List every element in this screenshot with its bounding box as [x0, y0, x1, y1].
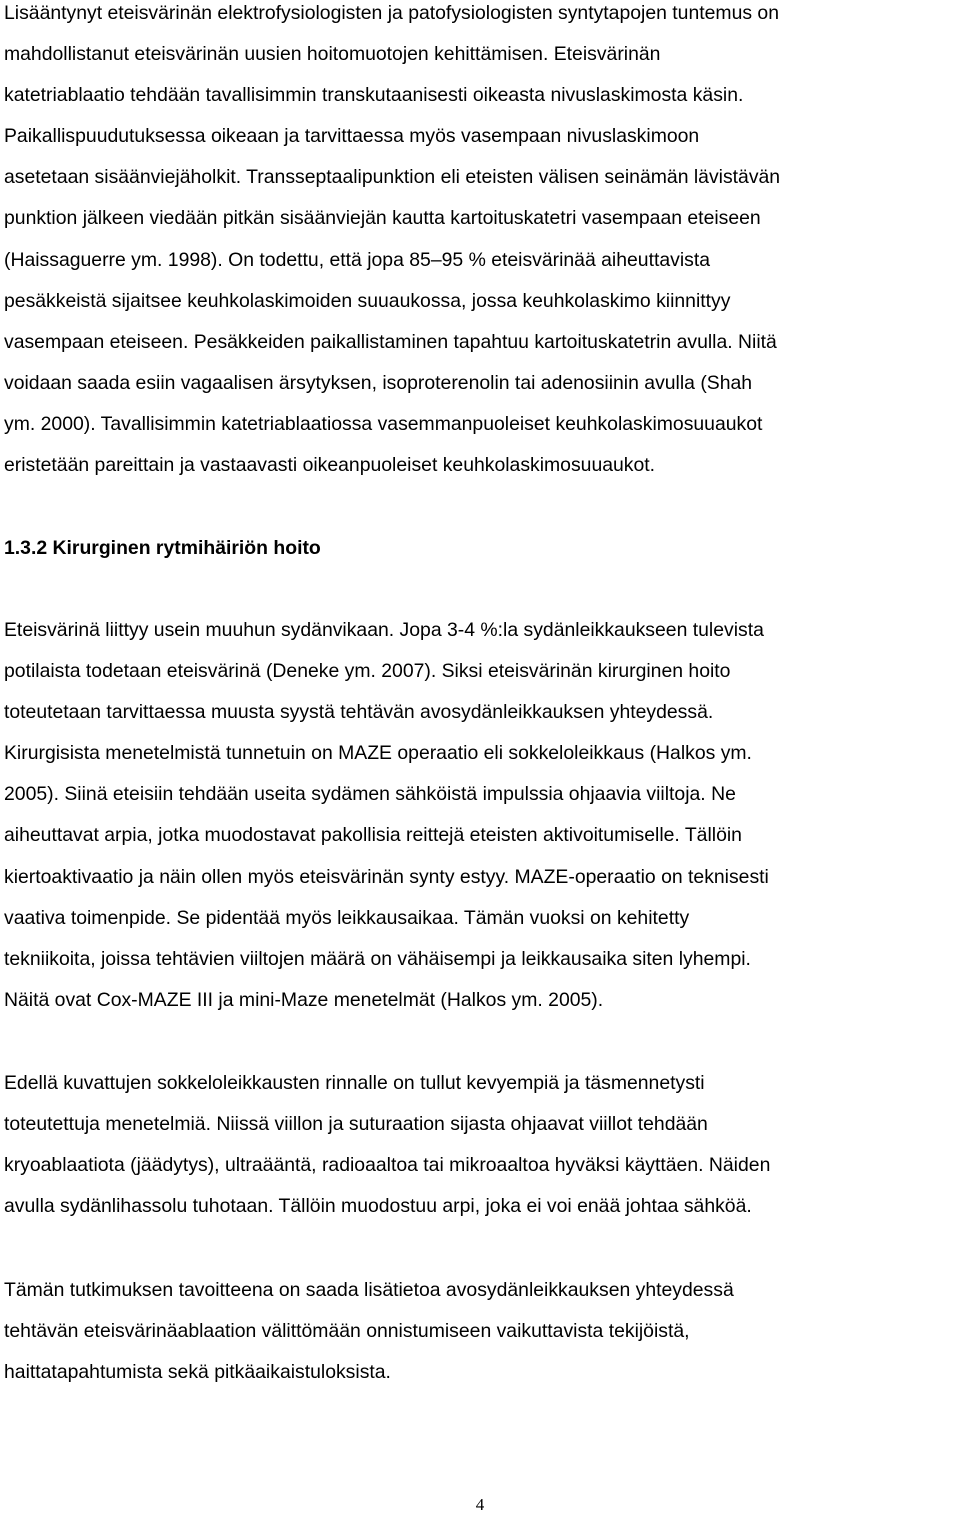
section-heading: 1.3.2 Kirurginen rytmihäiriön hoito [4, 537, 321, 559]
paragraph-lighter-methods [4, 1063, 958, 1227]
text-line: pesäkkeistä sijaitsee keuhkolaskimoiden suuaukossa, jossa keuhkolaskimo kiinnittyy [4, 289, 731, 312]
text-line: aiheuttavat arpia, jotka muodostavat pakollisia reittejä eteisten aktivoitumiselle. Tällöin [4, 824, 742, 847]
text-line: tehtävän eteisvärinäablaation välittömään onnistumiseen vaikuttavista tekijöistä, [4, 1320, 690, 1343]
text-line: voidaan saada esiin vagaalisen ärsytyksen, isoproterenolin tai adenosiinin avulla (Shah [4, 371, 753, 394]
text-line: kiertoaktivaatio ja näin ollen myös eteisvärinän synty estyy. MAZE-operaatio on teknisesti [4, 865, 769, 888]
text-line: Lisääntynyt eteisvärinän elektrofysiologisten ja patofysiologisten syntytapojen tuntemus on [4, 2, 780, 24]
text-line: 2005). Siinä eteisiin tehdään useita sydämen sähköistä impulssia ohjaavia viiltoja. Ne [4, 783, 736, 806]
text-line: Tämän tutkimuksen tavoitteena on saada lisätietoa avosydänleikkauksen yhteydessä [4, 1279, 734, 1301]
paragraph-surgical-treatment [4, 610, 958, 1021]
page-number: 4 [475, 1495, 485, 1514]
text-line: avulla sydänlihassolu tuhotaan. Tällöin muodostuu arpi, joka ei voi enää johtaa sähköä. [4, 1195, 752, 1218]
text-line: potilaista todetaan eteisvärinä (Deneke ym. 2007). Siksi eteisvärinän kirurginen hoito [4, 660, 731, 683]
text-line: toteutetaan tarvittaessa muusta syystä tehtävän avosydänleikkauksen yhteydessä. [4, 701, 714, 724]
text-line: katetriablaatio tehdään tavallisimmin transkutaanisesti oikeasta nivuslaskimosta käsin. [4, 84, 744, 107]
text-line: tekniikoita, joissa tehtävien viiltojen määrä on vähäisempi ja leikkausaika siten lyhempi. [4, 947, 751, 970]
text-line: Näitä ovat Cox-MAZE III ja mini-Maze menetelmät (Halkos ym. 2005). [4, 988, 604, 1011]
text-line: eristetään pareittain ja vastaavasti oikeanpuoleiset keuhkolaskimosuuaukot. [4, 454, 656, 477]
text-line: asetetaan sisäänviejäholkit. Transseptaalipunktion eli eteisten välisen seinämän lävistävän [4, 166, 781, 189]
text-line: ym. 2000). Tavallisimmin katetriablaatiossa vasemmanpuoleiset keuhkolaskimosuuaukot [4, 412, 763, 435]
paragraph-study-aim [4, 1270, 958, 1393]
text-line: (Haissaguerre ym. 1998). On todettu, että jopa 85–95 % eteisvärinää aiheuttavista [4, 248, 711, 271]
paragraph-atrial-fibrillation-catheter-ablation [4, 0, 958, 486]
text-line: vaativa toimenpide. Se pidentää myös leikkausaikaa. Tämän vuoksi on kehitetty [4, 906, 690, 929]
text-line: Kirurgisista menetelmistä tunnetuin on MAZE operaatio eli sokkeloleikkaus (Halkos ym. [4, 742, 752, 765]
text-line: Edellä kuvattujen sokkeloleikkausten rinnalle on tullut kevyempiä ja täsmennetysti [4, 1072, 705, 1094]
text-line: Paikallispuudutuksessa oikeaan ja tarvittaessa myös vasempaan nivuslaskimoon [4, 125, 700, 148]
text-line: vasempaan eteiseen. Pesäkkeiden paikallistaminen tapahtuu kartoituskatetrin avulla. Niitä [4, 330, 777, 353]
text-line: kryoablaatiota (jäädytys), ultraääntä, radioaaltoa tai mikroaaltoa hyväksi käyttäen. Näiden [4, 1154, 771, 1177]
text-line: mahdollistanut eteisvärinän uusien hoitomuotojen kehittämisen. Eteisvärinän [4, 43, 661, 66]
text-line: haittatapahtumista sekä pitkäaikaistuloksista. [4, 1361, 391, 1384]
text-line: Eteisvärinä liittyy usein muuhun sydänvikaan. Jopa 3-4 %:la sydänleikkaukseen tulevista [4, 619, 764, 641]
text-line: toteutettuja menetelmiä. Niissä viillon ja suturaation sijasta ohjaavat viillot tehdään [4, 1113, 708, 1136]
text-line: punktion jälkeen viedään pitkän sisäänviejän kautta kartoituskatetri vasempaan eteiseen [4, 207, 761, 230]
